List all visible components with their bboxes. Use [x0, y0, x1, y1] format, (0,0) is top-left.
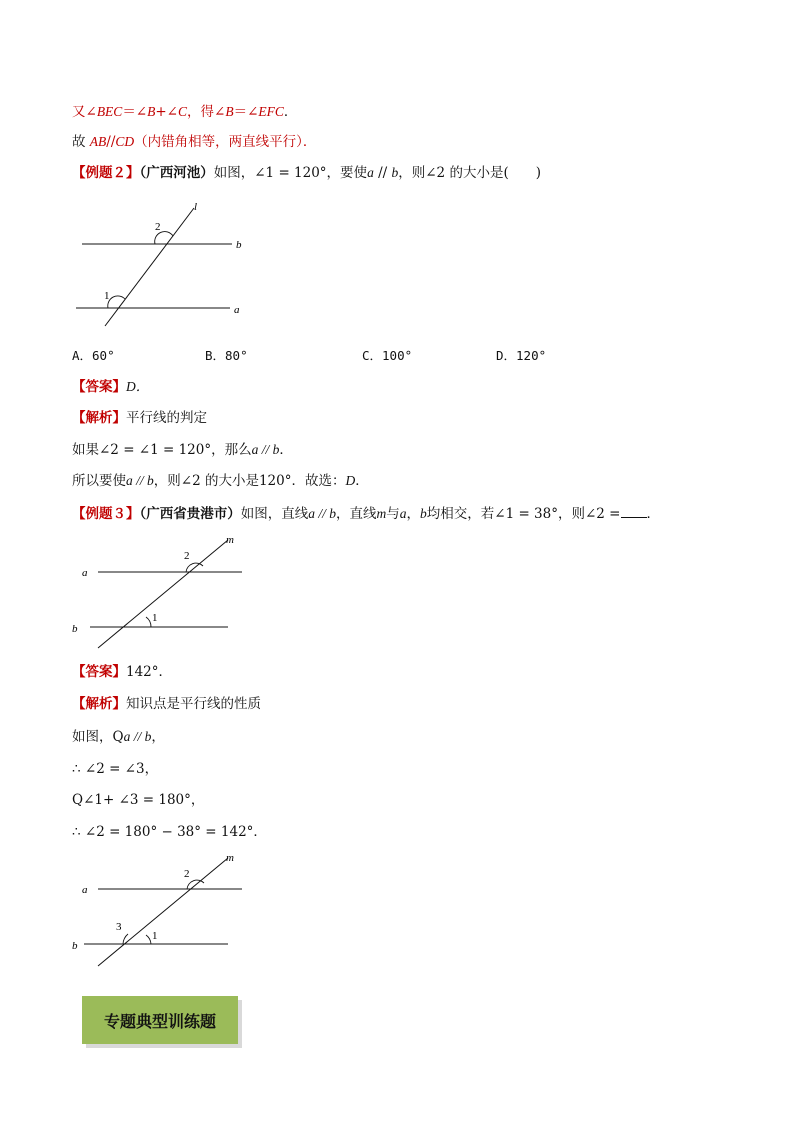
- example-3-step-3: Q∠1+ ∠3 = 180°，: [72, 792, 205, 808]
- label-m: m: [226, 852, 234, 864]
- option-a[interactable]: A．60°: [72, 348, 115, 363]
- angle-1-arc: [146, 935, 151, 944]
- angle-1-arc: [108, 296, 125, 308]
- example-3-step-1: 如图，Qa // b，: [72, 729, 165, 745]
- example-3-step-2: ∴ ∠2 = ∠3，: [72, 761, 159, 777]
- angle-2-arc: [155, 232, 173, 244]
- answer-blank[interactable]: [621, 505, 647, 518]
- option-c[interactable]: C．100°: [362, 348, 413, 363]
- angle-3-arc: [123, 934, 128, 944]
- label-2: 2: [155, 221, 161, 233]
- example-3-answer: 【答案】142°．: [72, 664, 173, 680]
- example-2-analysis: 【解析】平行线的判定: [72, 410, 207, 426]
- label-b: b: [72, 623, 78, 635]
- label-l: l: [194, 201, 198, 213]
- angle-1-arc: [146, 617, 151, 627]
- line-m: [98, 540, 228, 648]
- example-3-figure: [70, 532, 250, 650]
- label-m: m: [226, 534, 234, 546]
- line-m: [98, 858, 228, 966]
- label-2: 2: [184, 868, 190, 880]
- example-2-step-1: 如果∠2 = ∠1 = 120°，那么a // b．: [72, 442, 293, 458]
- example-2-step-2: 所以要使a // b，则∠2 的大小是120°．故选：D．: [72, 473, 369, 489]
- label-a: a: [82, 567, 88, 579]
- label-2: 2: [184, 550, 190, 562]
- example-3-figure-2: [70, 850, 250, 970]
- label-3: 3: [116, 921, 122, 933]
- option-d[interactable]: D．120°: [496, 348, 547, 363]
- label-b: b: [236, 239, 242, 251]
- example-3-step-4: ∴ ∠2 = 180° − 38° = 142°．: [72, 824, 267, 840]
- label-b: b: [72, 940, 78, 952]
- proof-line-1: 又∠BEC＝∠B+∠C，得∠B＝∠EFC．: [72, 104, 298, 120]
- proof-line-2: 故 AB//CD（内错角相等，两直线平行）．: [72, 134, 317, 150]
- example-3-analysis: 【解析】知识点是平行线的性质: [72, 696, 261, 712]
- example-3-question: 【例题３】（广西省贵港市）如图，直线a // b，直线m与a，b均相交，若∠1 = 38°，则∠2 = ．: [72, 506, 660, 522]
- example-2-answer: 【答案】D．: [72, 379, 150, 395]
- label-a: a: [234, 304, 240, 316]
- option-b[interactable]: B．80°: [205, 348, 248, 363]
- section-banner: 专题典型训练题: [82, 996, 238, 1044]
- label-1: 1: [152, 612, 158, 624]
- label-a: a: [82, 884, 88, 896]
- label-1: 1: [152, 930, 158, 942]
- example-2-question: 【例题２】（广西河池）如图，∠1 = 120°，要使a // b，则∠2 的大小是( ): [72, 165, 541, 181]
- example-2-figure: [70, 196, 260, 331]
- label-1: 1: [104, 290, 110, 302]
